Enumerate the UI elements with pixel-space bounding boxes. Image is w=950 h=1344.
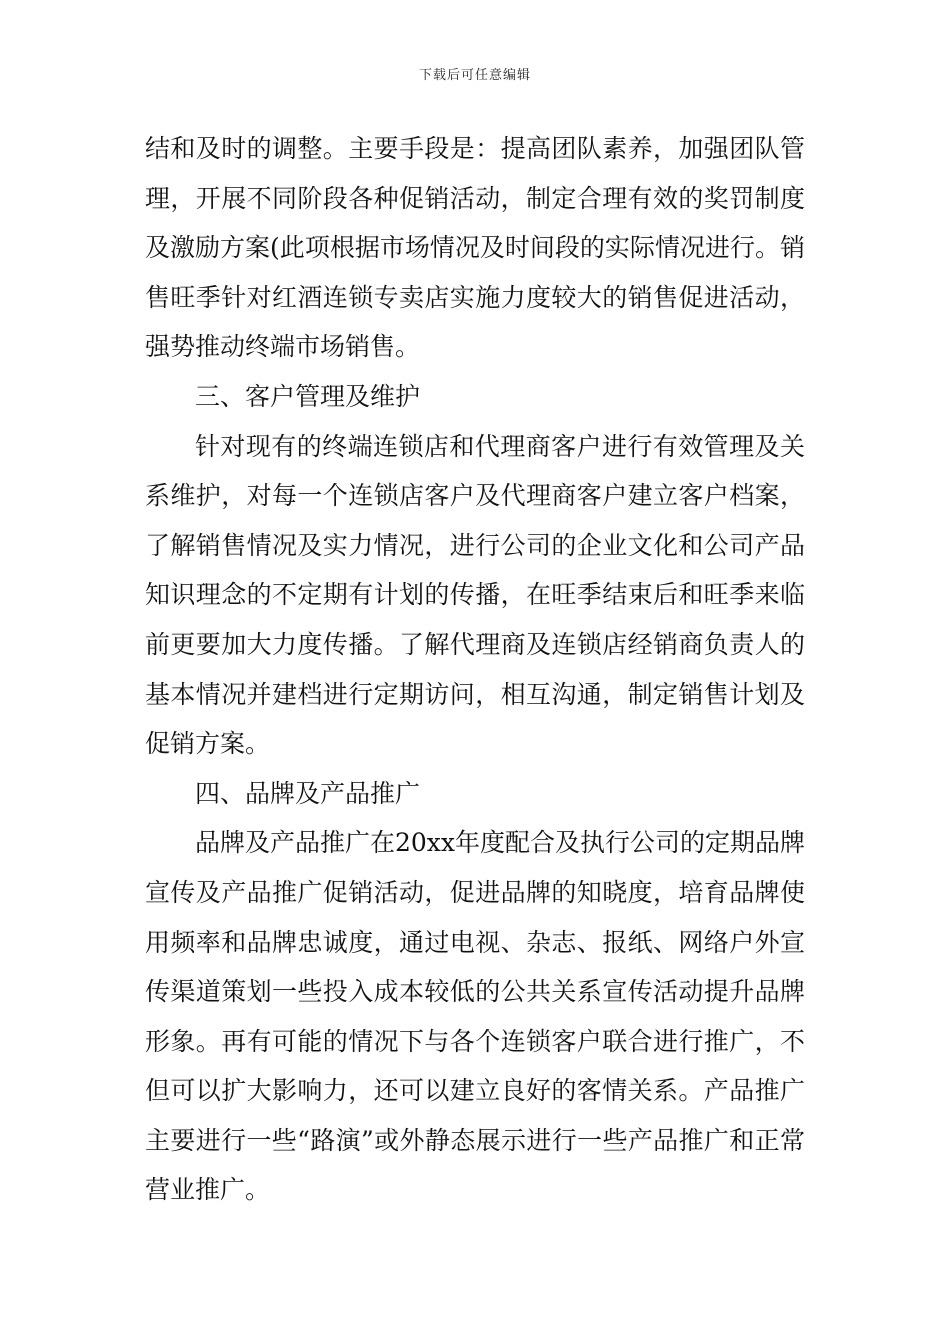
section-heading-brand-promotion: 四、品牌及产品推广 [195, 778, 421, 808]
paragraph-brand-promotion: 品牌及产品推广在20xx年度配合及执行公司的定期品牌宣传及产品推广促销活动，促进品牌的知晓度，培育品牌使用频率和品牌忠诚度，通过电视、杂志、报纸、网络户外宣传渠道策划一些投入成本较低的公共关系宣传活动提升品牌形象。再有可能的情况下与各个连锁客户联合进行推广，不但可以扩大影响力，还可以建立良好的客情关系。产品推广主要进行一些“路演”或外静态展示进行一些产品推广和正常营业推广。 [145, 828, 806, 1205]
paragraph-continuation: 结和及时的调整。主要手段是：提高团队素养，加强团队管理，开展不同阶段各种促销活动，制定合理有效的奖罚制度及激励方案(此项根据市场情况及时间段的实际情况进行。销售旺季针对红酒连锁专卖店实施力度较大的销售促进活动，强势推动终端市场销售。 [145, 134, 805, 362]
section-heading-customer-management: 三、客户管理及维护 [195, 381, 421, 411]
paragraph-customer-management: 针对现有的终端连锁店和代理商客户进行有效管理及关系维护，对每一个连锁店客户及代理商客户建立客户档案，了解销售情况及实力情况，进行公司的企业文化和公司产品知识理念的不定期有计划的传播，在旺季结束后和旺季来临前更要加大力度传播。了解代理商及连锁店经销商负责人的基本情况并建档进行定期访问，相互沟通，制定销售计划及促销方案。 [145, 431, 805, 759]
page-header: 下载后可任意编辑 [418, 68, 531, 83]
document-body [145, 124, 805, 1215]
